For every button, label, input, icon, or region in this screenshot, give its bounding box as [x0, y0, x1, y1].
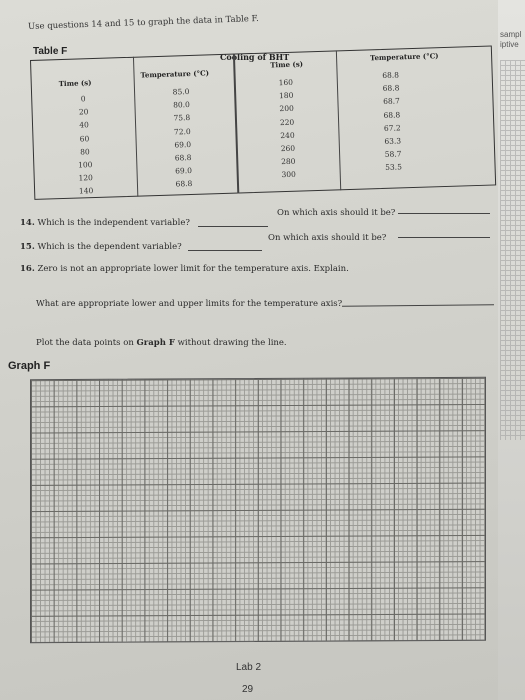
table-cell: 69.0: [174, 139, 192, 150]
table-cell: 280: [281, 156, 296, 167]
answer-line[interactable]: [398, 237, 490, 238]
footer-page-number: 29: [242, 684, 254, 695]
table-cell: 80.0: [172, 100, 190, 110]
answer-line[interactable]: [398, 213, 490, 214]
graph-paper-grid[interactable]: [30, 377, 486, 643]
question-text: Which is the independent variable?: [37, 218, 190, 228]
question-14: [20, 218, 190, 228]
answer-line[interactable]: [198, 226, 268, 227]
table-cell: 53.5: [385, 162, 403, 173]
table-cell: 68.8: [383, 109, 401, 120]
adjacent-page-grid: [500, 60, 525, 440]
table-label: Table F: [33, 46, 68, 57]
table-header: Temperature (°C): [140, 68, 210, 80]
table-cell: 75.8: [173, 113, 191, 123]
table-cell: 63.3: [384, 136, 402, 146]
table-cell: 72.0: [173, 126, 191, 137]
question-14-axis: On which axis should it be?: [277, 208, 396, 218]
table-cell: 69.0: [175, 166, 193, 176]
table-cell: 260: [280, 143, 296, 154]
table-cell: 85.0: [172, 87, 190, 97]
table-header: Temperature (°C): [369, 51, 439, 63]
table-cell: 60: [79, 133, 90, 144]
table-cell: 68.8: [382, 70, 400, 80]
plot-instruction: [36, 338, 287, 348]
table-header: Time (s): [270, 59, 304, 70]
table-cell: 120: [78, 173, 94, 183]
table-cell: 68.7: [382, 96, 400, 107]
table-title: Cooling of BHT: [220, 52, 290, 62]
plot-text: Plot the data points on: [36, 338, 134, 348]
table-cell: 140: [78, 186, 94, 196]
table-header: Time (s): [58, 78, 92, 89]
table-cell: 68.8: [174, 152, 192, 163]
plot-text: without drawing the line.: [177, 338, 287, 348]
table-cell: 80: [79, 146, 90, 157]
data-table: [30, 45, 496, 199]
table-cell: 240: [280, 130, 295, 140]
table-cell: 300: [281, 170, 297, 180]
graph-label: Graph F: [8, 360, 51, 372]
question-number: 16.: [20, 264, 35, 274]
table-cell: 68.8: [175, 179, 193, 189]
answer-line[interactable]: [188, 250, 262, 251]
table-cell: 68.8: [382, 83, 400, 94]
question-number: 14.: [20, 218, 35, 228]
table-cell: 100: [78, 160, 93, 170]
adjacent-text-line: iptive: [500, 40, 519, 49]
question-number: 15.: [20, 242, 35, 252]
question-16: [20, 264, 349, 274]
table-cell: 40: [79, 120, 89, 130]
limits-question: What are appropriate lower and upper limits for the temperature axis?: [36, 299, 343, 309]
adjacent-text-line: sampl: [500, 30, 522, 39]
table-cell: 0: [80, 94, 86, 104]
table-cell: 20: [78, 107, 89, 117]
footer-lab: Lab 2: [236, 662, 262, 673]
table-cell: 200: [279, 104, 294, 114]
question-15: [20, 242, 182, 252]
question-text: Zero is not an appropriate lower limit for the temperature axis. Explain.: [37, 264, 349, 274]
table-cell: 160: [278, 77, 294, 88]
question-15-axis: On which axis should it be?: [268, 233, 387, 243]
table-cell: 58.7: [384, 149, 402, 160]
intro-instruction: Use questions 14 and 15 to graph the data in Table F.: [27, 13, 260, 32]
plot-graph-name: Graph F: [136, 338, 175, 348]
table-cell: 180: [278, 90, 294, 101]
question-text: Which is the dependent variable?: [37, 242, 182, 252]
table-cell: 67.2: [383, 123, 401, 133]
adjacent-page-text: [500, 30, 521, 50]
table-cell: 220: [279, 117, 295, 127]
